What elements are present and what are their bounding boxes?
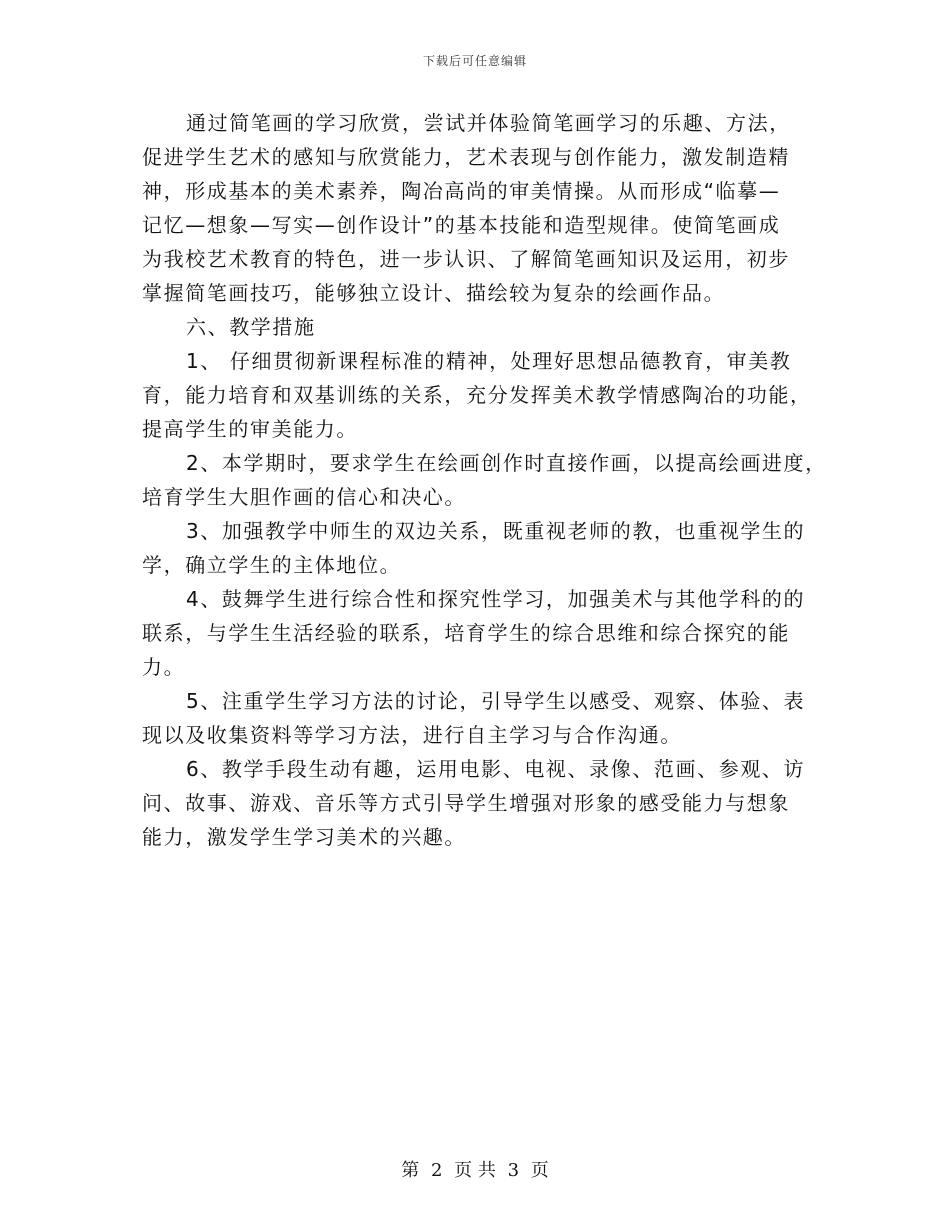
section-heading: 六、教学措施 bbox=[186, 315, 316, 339]
paragraph-line: 6、教学手段生动有趣，运用电影、电视、录像、范画、参观、访 bbox=[186, 757, 806, 781]
document-body bbox=[142, 106, 827, 854]
page-footer bbox=[0, 1156, 950, 1182]
page-label-prefix: 第 bbox=[401, 1160, 420, 1181]
paragraph-line: 力。 bbox=[142, 655, 186, 679]
paragraph-line: 1、 仔细贯彻新课程标准的精神，处理好思想品德教育，审美教 bbox=[186, 349, 792, 373]
page-label-suffix: 页 bbox=[530, 1160, 549, 1181]
paragraph-line: 4、鼓舞学生进行综合性和探究性学习，加强美术与其他学科的的 bbox=[186, 587, 806, 611]
paragraph-line: 学，确立学生的主体地位。 bbox=[142, 553, 402, 577]
paragraph-line: 育，能力培育和双基训练的关系，充分发挥美术教学情感陶冶的功能， bbox=[142, 383, 812, 407]
paragraph-line: 培育学生大胆作画的信心和决心。 bbox=[142, 485, 466, 509]
total-pages: 3 bbox=[507, 1160, 520, 1181]
paragraph-line: 神，形成基本的美术素养，陶冶高尚的审美情操。从而形成“临摹— bbox=[142, 179, 781, 203]
paragraph-line: 为我校艺术教育的特色，进一步认识、了解简笔画知识及运用，初步 bbox=[142, 247, 790, 271]
paragraph-line: 促进学生艺术的感知与欣赏能力，艺术表现与创作能力，激发制造精 bbox=[142, 145, 790, 169]
paragraph-line: 问、故事、游戏、音乐等方式引导学生增强对形象的感受能力与想象 bbox=[142, 791, 790, 815]
paragraph-line: 联系，与学生生活经验的联系，培育学生的综合思维和综合探究的能 bbox=[142, 621, 790, 645]
page-label-middle: 页 共 bbox=[454, 1160, 496, 1181]
paragraph-line: 提高学生的审美能力。 bbox=[142, 417, 358, 441]
paragraph-line: 5、注重学生学习方法的讨论，引导学生以感受、观察、体验、表 bbox=[186, 689, 806, 713]
paragraph-line: 3、加强教学中师生的双边关系，既重视老师的教，也重视学生的 bbox=[186, 519, 806, 543]
paragraph-line: 掌握简笔画技巧，能够独立设计、描绘较为复杂的绘画作品。 bbox=[142, 281, 726, 305]
header-note: 下载后可任意编辑 bbox=[422, 54, 527, 68]
paragraph-line: 通过简笔画的学习欣赏，尝试并体验简笔画学习的乐趣、方法， bbox=[186, 111, 791, 135]
paragraph-line: 2、本学期时，要求学生在绘画创作时直接作画，以提高绘画进度， bbox=[186, 451, 827, 475]
paragraph-line: 能力，激发学生学习美术的兴趣。 bbox=[142, 825, 466, 849]
paragraph-line: 现以及收集资料等学习方法，进行自主学习与合作沟通。 bbox=[142, 723, 682, 747]
page-number: 2 bbox=[430, 1160, 443, 1181]
paragraph-line: 记忆—想象—写实—创作设计”的基本技能和造型规律。使简笔画成 bbox=[142, 213, 781, 237]
